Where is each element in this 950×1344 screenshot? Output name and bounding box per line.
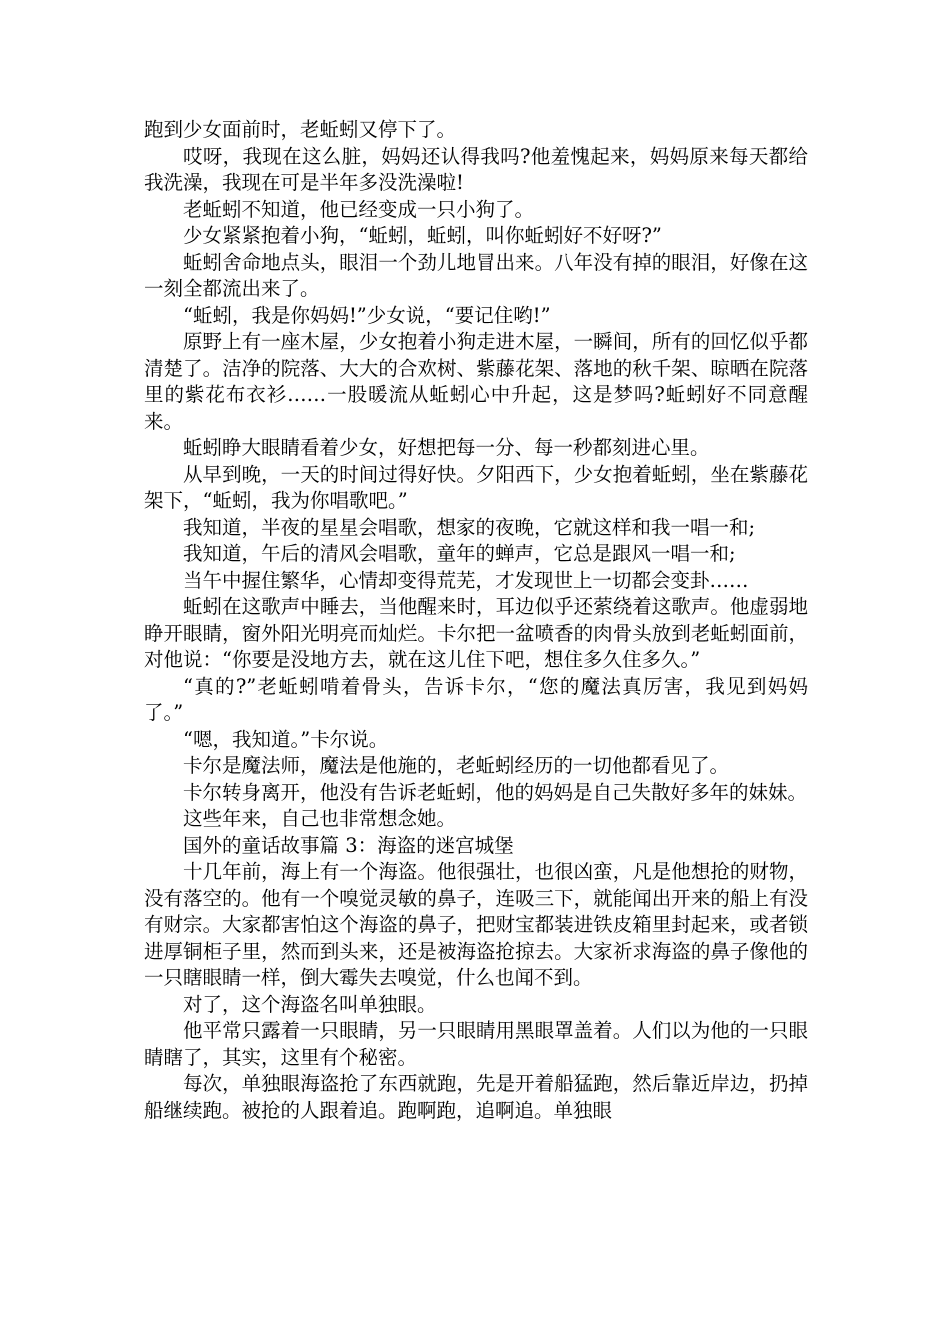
paragraph: 我知道，午后的清风会唱歌，童年的蝉声，它总是跟风一唱一和; (183, 542, 736, 565)
paragraph: 跑到少女面前时，老蚯蚓又停下了。 (144, 118, 457, 141)
paragraph: 当午中握住繁华，心情却变得荒芜，才发现世上一切都会变卦…… (183, 568, 749, 592)
document-page (144, 117, 808, 1124)
paragraph: 卡尔转身离开，他没有告诉老蚯蚓，他的妈妈是自己失散好多年的妹妹。 (183, 780, 808, 804)
paragraph: 对了，这个海盗名叫单独眼。 (183, 992, 437, 1016)
paragraph: 从早到晚，一天的时间过得好快。夕阳西下，少女抱着蚯蚓，坐在紫藤花架下，“蚯蚓，我为你唱歌吧。” (144, 462, 808, 512)
paragraph: 少女紧紧抱着小狗，“蚯蚓，蚯蚓，叫你蚯蚓好不好呀?” (183, 224, 662, 247)
paragraph: 蚯蚓在这歌声中睡去，当他醒来时，耳边似乎还萦绕着这歌声。他虚弱地睁开眼睛，窗外阳光明亮而灿烂。卡尔把一盆喷香的肉骨头放到老蚯蚓面前，对他说：“你要是没地方去，就在这儿住下吧，想住多久住多久。” (144, 595, 808, 671)
paragraph: 老蚯蚓不知道，他已经变成一只小狗了。 (183, 197, 535, 221)
paragraph: 蚯蚓睁大眼睛看着少女，好想把每一分、每一秒都刻进心里。 (183, 436, 710, 459)
paragraph: “蚯蚓，我是你妈妈!”少女说，“要记住哟!” (183, 303, 551, 327)
paragraph: 蚯蚓舍命地点头，眼泪一个劲儿地冒出来。八年没有掉的眼泪，好像在这一刻全都流出来了。 (144, 250, 808, 300)
paragraph: 原野上有一座木屋，少女抱着小狗走进木屋，一瞬间，所有的回忆似乎都清楚了。洁净的院落、大大的合欢树、紫藤花架、落地的秋千架、晾晒在院落里的紫花布衣衫……一股暖流从蚯蚓心中升起，这是梦吗?蚯蚓好不同意醒来。 (144, 330, 808, 433)
paragraph: 哎呀，我现在这么脏，妈妈还认得我吗?他羞愧起来，妈妈原来每天都给我洗澡，我现在可是半年多没洗澡啦! (144, 144, 808, 194)
paragraph: 卡尔是魔法师，魔法是他施的，老蚯蚓经历的一切他都看见了。 (183, 754, 730, 777)
paragraph: “嗯，我知道。”卡尔说。 (183, 727, 389, 751)
paragraph: 十几年前，海上有一个海盗。他很强壮，也很凶蛮，凡是他想抢的财物，没有落空的。他有一个嗅觉灵敏的鼻子，连吸三下，就能闻出开来的船上有没有财宗。大家都害怕这个海盗的鼻子，把财宝都装进铁皮箱里封起来，或者锁进厚铜柜子里，然而到头来，还是被海盗抢掠去。大家祈求海盗的鼻子像他的一只瞎眼睛一样，倒大霉失去嗅觉，什么也闻不到。 (144, 860, 808, 989)
paragraph: 我知道，半夜的星星会唱歌，想家的夜晚，它就这样和我一唱一和; (183, 515, 756, 539)
paragraph: 他平常只露着一只眼睛，另一只眼睛用黑眼罩盖着。人们以为他的一只眼睛瞎了，其实，这里有个秘密。 (144, 1019, 808, 1069)
paragraph: 这些年来，自己也非常想念她。 (183, 807, 457, 830)
paragraph: 国外的童话故事篇 3：海盗的迷宫城堡 (183, 833, 514, 857)
paragraph: “真的?”老蚯蚓啃着骨头，告诉卡尔，“您的魔法真厉害，我见到妈妈了。” (144, 674, 808, 724)
document-body (144, 117, 808, 1124)
paragraph: 每次，单独眼海盗抢了东西就跑，先是开着船猛跑，然后靠近岸边，扔掉船继续跑。被抢的人跟着追。跑啊跑，追啊追。单独眼 (144, 1072, 808, 1122)
